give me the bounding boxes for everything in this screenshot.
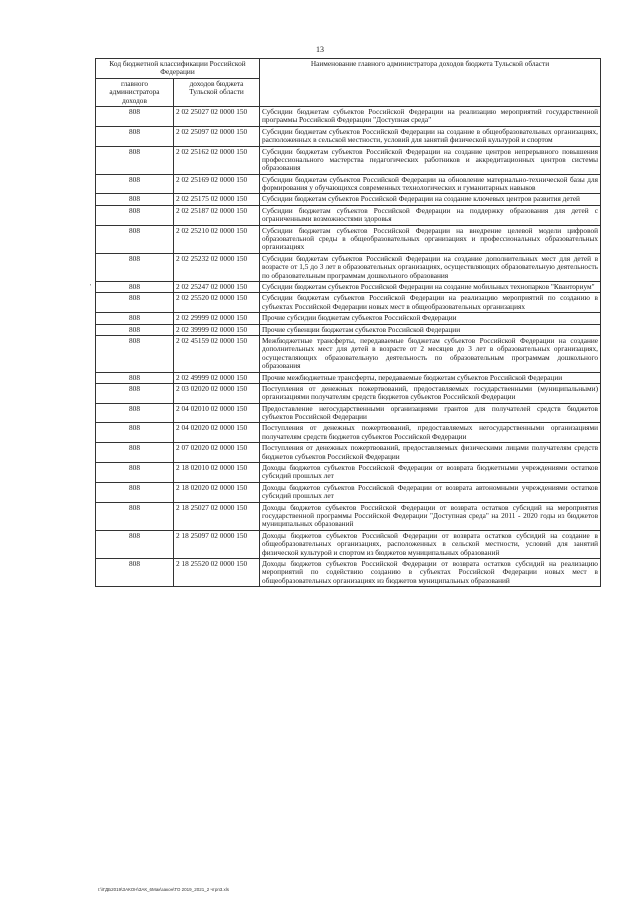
margin-mark: ' [90,283,92,291]
income-name-cell: Доходы бюджетов субъектов Российской Федерации от возврата бюджетными учреждениями остатков субсидий прошлых лет [260,463,601,483]
income-code-cell: 2 04 02020 02 0000 150 [174,423,260,443]
income-name-cell: Доходы бюджетов субъектов Российской Федерации от возврата остатков субсидий на мероприятия государственной программы Российской Федерации "Доступная среда" на 2011 - 2020 годы из бюджетов муниципальных образований [260,502,601,530]
admin-code-cell: 808 [96,253,174,281]
admin-code-cell: 808 [96,225,174,253]
admin-code-cell: 808 [96,313,174,324]
table-row [96,205,601,225]
admin-code-cell: 808 [96,530,174,558]
table-row [96,106,601,126]
income-name-cell: Поступления от денежных пожертвований, предоставляемых физическими лицами получателям средств бюджетов субъектов Российской Федерации [260,443,601,463]
table-row [96,383,601,403]
income-name-cell: Доходы бюджетов субъектов Российской Федерации от возврата остатков субсидий на создание в общеобразовательных организациях, расположенных в сельской местности, условий для занятий физической культурой и спортом из бюджетов муниципальных образований [260,530,601,558]
income-name-cell: Субсидии бюджетам субъектов Российской Федерации на поддержку образования для детей с ограниченными возможностями здоровья [260,205,601,225]
income-code-cell: 2 02 29999 02 0000 150 [174,313,260,324]
income-name-cell: Прочие субвенции бюджетам субъектов Российской Федерации [260,324,601,335]
income-code-cell: 2 18 25520 02 0000 150 [174,558,260,586]
admin-code-cell: 808 [96,324,174,335]
admin-code-cell: 808 [96,293,174,313]
table-row [96,313,601,324]
income-code-header: доходов бюджета Тульской области [174,78,260,106]
file-path-footer: I:\\ГДБ2019\ЗАКОН\ЗАК_6Мак\закон\ТО 2019_2021_2 чтрп3.xls [98,887,230,892]
income-name-cell: Субсидии бюджетам субъектов Российской Федерации на создание ключевых центров развития детей [260,194,601,205]
income-name-cell: Поступления от денежных пожертвований, предоставляемых негосударственными организациями получателям средств бюджетов субъектов Российской Федерации [260,423,601,443]
income-code-cell: 2 02 49999 02 0000 150 [174,372,260,383]
income-code-cell: 2 18 25097 02 0000 150 [174,530,260,558]
income-code-cell: 2 02 25169 02 0000 150 [174,174,260,194]
table-row [96,423,601,443]
income-name-cell: Субсидии бюджетам субъектов Российской Федерации на создание в общеобразовательных организациях, расположенных в сельской местности, условий для занятий физической культурой и спортом [260,126,601,146]
admin-code-cell: 808 [96,372,174,383]
income-name-cell: Доходы бюджетов субъектов Российской Федерации от возврата автономными учреждениями остатков субсидий прошлых лет [260,482,601,502]
income-code-cell: 2 02 25210 02 0000 150 [174,225,260,253]
table-row [96,253,601,281]
table-row [96,558,601,586]
table-row [96,225,601,253]
table-row [96,194,601,205]
income-code-cell: 2 02 25162 02 0000 150 [174,146,260,174]
income-name-cell: Субсидии бюджетам субъектов Российской Федерации на создание дополнительных мест для детей в возрасте от 1,5 до 3 лет в образовательных организациях, осуществляющих образовательную деятельность по образовательным программам дошкольного образования [260,253,601,281]
income-code-cell: 2 02 39999 02 0000 150 [174,324,260,335]
table-row [96,174,601,194]
income-name-cell: Субсидии бюджетам субъектов Российской Федерации на создание центров непрерывного повышения профессионального мастерства педагогических работников и аккредитационных центров системы образования [260,146,601,174]
table-row [96,324,601,335]
admin-code-header: главного администратора доходов [96,78,174,106]
income-name-cell: Субсидии бюджетам субъектов Российской Федерации на реализацию мероприятий по созданию в субъектах Российской Федерации новых мест в общеобразовательных организациях [260,293,601,313]
income-name-cell: Прочие субсидии бюджетам субъектов Российской Федерации [260,313,601,324]
table-row [96,443,601,463]
income-name-cell: Прочие межбюджетные трансферты, передаваемые бюджетам субъектов Российской Федерации [260,372,601,383]
income-name-cell: Доходы бюджетов субъектов Российской Федерации от возврата остатков субсидий на реализацию мероприятий по содействию созданию в субъектах Российской Федерации новых мест в общеобразовательных организациях из бюджетов муниципальных образований [260,558,601,586]
admin-code-cell: 808 [96,126,174,146]
income-code-cell: 2 02 25187 02 0000 150 [174,205,260,225]
administrator-name-header: Наименование главного администратора доходов бюджета Тульской области [260,59,601,107]
table-row [96,463,601,483]
income-code-cell: 2 02 25520 02 0000 150 [174,293,260,313]
income-code-cell: 2 02 25175 02 0000 150 [174,194,260,205]
income-code-cell: 2 02 25247 02 0000 150 [174,281,260,292]
table-row [96,281,601,292]
income-name-cell: Субсидии бюджетам субъектов Российской Федерации на создание мобильных технопарков "Кванториум" [260,281,601,292]
income-code-cell: 2 02 25097 02 0000 150 [174,126,260,146]
income-code-cell: 2 04 02010 02 0000 150 [174,403,260,423]
admin-code-cell: 808 [96,403,174,423]
page-number: 13 [316,45,324,54]
admin-code-cell: 808 [96,106,174,126]
income-name-cell: Субсидии бюджетам субъектов Российской Федерации на реализацию мероприятий государственной программы Российской Федерации "Доступная среда" [260,106,601,126]
table-row [96,293,601,313]
income-name-cell: Субсидии бюджетам субъектов Российской Федерации на внедрение целевой модели цифровой образовательной среды в общеобразовательных организациях и профессиональных образовательных организациях [260,225,601,253]
table-row [96,530,601,558]
income-code-cell: 2 03 02020 02 0000 150 [174,383,260,403]
admin-code-cell: 808 [96,281,174,292]
admin-code-cell: 808 [96,335,174,372]
admin-code-cell: 808 [96,482,174,502]
income-code-cell: 2 02 45159 02 0000 150 [174,335,260,372]
income-code-cell: 2 18 02020 02 0000 150 [174,482,260,502]
admin-code-cell: 808 [96,558,174,586]
admin-code-cell: 808 [96,174,174,194]
income-name-cell: Межбюджетные трансферты, передаваемые бюджетам субъектов Российской Федерации на создание дополнительных мест для детей в возрасте от 2 месяцев до 3 лет в образовательных организациях, осуществляющих образовательную деятельность по образовательным программам дошкольного образования [260,335,601,372]
admin-code-cell: 808 [96,423,174,443]
income-name-cell: Предоставление негосударственными организациями грантов для получателей средств бюджетов субъектов Российской Федерации [260,403,601,423]
table-row [96,482,601,502]
admin-code-cell: 808 [96,463,174,483]
income-code-cell: 2 07 02020 02 0000 150 [174,443,260,463]
income-name-cell: Субсидии бюджетам субъектов Российской Федерации на обновление материально-технической базы для формирования у обучающихся современных технологических и гуманитарных навыков [260,174,601,194]
table-row [96,146,601,174]
admin-code-cell: 808 [96,146,174,174]
table-row [96,403,601,423]
admin-code-cell: 808 [96,502,174,530]
admin-code-cell: 808 [96,194,174,205]
table-row [96,335,601,372]
admin-code-cell: 808 [96,383,174,403]
income-code-cell: 2 02 25027 02 0000 150 [174,106,260,126]
table-row [96,372,601,383]
income-code-cell: 2 18 02010 02 0000 150 [174,463,260,483]
income-name-cell: Поступления от денежных пожертвований, предоставляемых государственными (муниципальными) организациями получателям средств бюджетов субъектов Российской Федерации [260,383,601,403]
table-row [96,126,601,146]
income-code-cell: 2 18 25027 02 0000 150 [174,502,260,530]
income-administrators-table [95,58,601,587]
income-code-cell: 2 02 25232 02 0000 150 [174,253,260,281]
admin-code-cell: 808 [96,443,174,463]
budget-classification-header: Код бюджетной классификации Российской Федерации [96,59,260,79]
admin-code-cell: 808 [96,205,174,225]
table-row [96,502,601,530]
